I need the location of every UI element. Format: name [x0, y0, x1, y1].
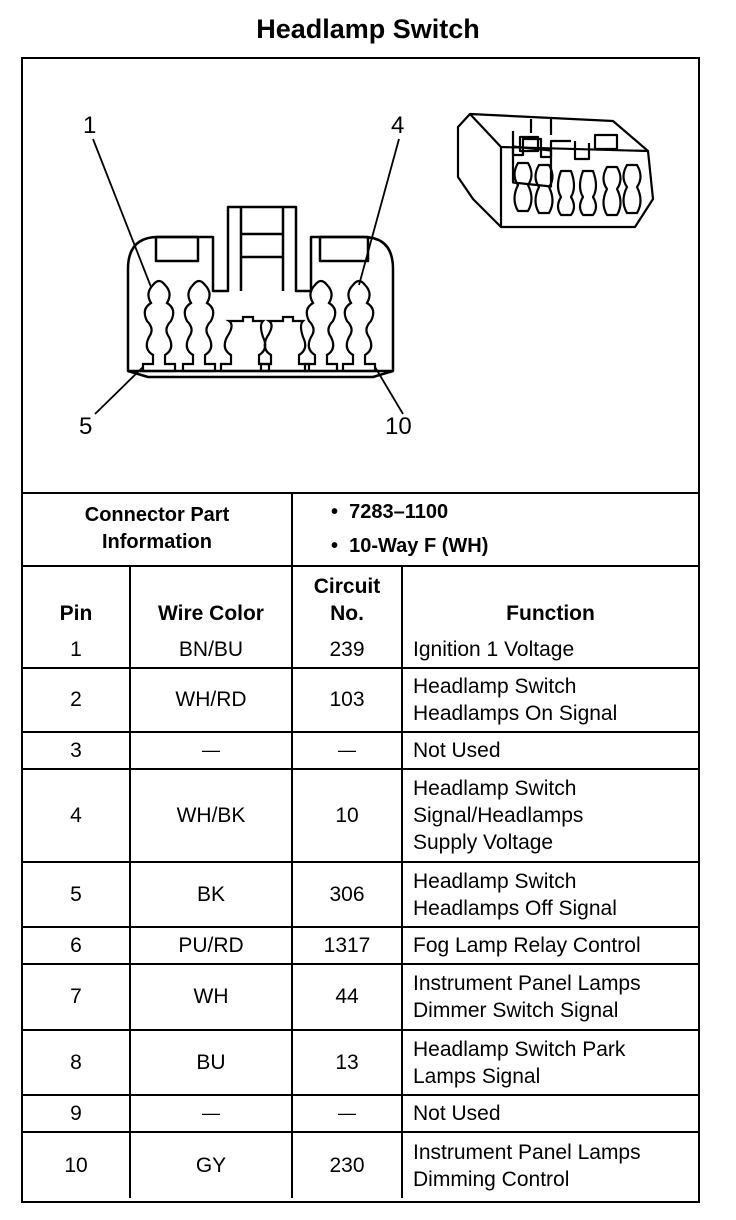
function-cell — [402, 1095, 698, 1132]
table-row — [23, 732, 698, 769]
pin-cell: 5 — [23, 862, 130, 927]
function-cell — [402, 862, 698, 927]
circuit-cell: 1317 — [292, 927, 402, 964]
pin-label-10: 10 — [385, 413, 412, 440]
function-line: Instrument Panel Lamps — [413, 1140, 641, 1164]
function-line: Headlamps Off Signal — [413, 896, 617, 920]
circuit-cell: 230 — [292, 1132, 402, 1198]
table-row — [23, 862, 698, 927]
circuit-cell: — — [292, 732, 402, 769]
function-line: Headlamp Switch — [413, 869, 577, 893]
pin-cell: 1 — [23, 632, 130, 668]
connector-info-values — [292, 492, 698, 566]
function-cell — [402, 769, 698, 862]
header-function: Function — [402, 566, 698, 632]
wire-color-cell: — — [130, 732, 292, 769]
header-circuit-line2: No. — [330, 602, 364, 625]
wire-color-cell: GY — [130, 1132, 292, 1198]
circuit-cell: — — [292, 1095, 402, 1132]
function-line: Ignition 1 Voltage — [413, 638, 575, 661]
pinout-table — [23, 492, 698, 1198]
wire-color-cell: PU/RD — [130, 927, 292, 964]
connector-info-label-line2: Information — [102, 530, 212, 553]
table-row — [23, 632, 698, 668]
function-line: Instrument Panel Lamps — [413, 972, 641, 995]
wire-color-cell: BK — [130, 862, 292, 927]
connector-info-label-line1: Connector Part — [84, 503, 230, 526]
function-line: Headlamp Switch — [413, 777, 577, 800]
circuit-cell: 103 — [292, 668, 402, 732]
page-title: Headlamp Switch — [256, 14, 480, 44]
table-row — [23, 1095, 698, 1132]
pin-cell: 7 — [23, 964, 130, 1030]
circuit-cell: 44 — [292, 964, 402, 1030]
connector-type: • 10-Way F (WH) — [331, 534, 489, 557]
wire-color-cell: BU — [130, 1030, 292, 1095]
pin-cell: 4 — [23, 769, 130, 862]
function-cell — [402, 632, 698, 668]
function-line: Signal/Headlamps — [413, 804, 584, 827]
table-row — [23, 1132, 698, 1198]
pin-cell: 6 — [23, 927, 130, 964]
table-row — [23, 1030, 698, 1095]
circuit-cell: 306 — [292, 862, 402, 927]
function-cell — [402, 732, 698, 769]
wire-color-cell: WH — [130, 964, 292, 1030]
connector-info-label — [23, 492, 292, 566]
wire-color-cell: WH/BK — [130, 769, 292, 862]
circuit-cell: 239 — [292, 632, 402, 668]
connector-face-drawing — [23, 59, 698, 492]
header-circuit-no — [292, 566, 402, 632]
function-line: Not Used — [413, 1102, 501, 1125]
function-line: Dimming Control — [413, 1167, 570, 1191]
connector-part-number: • 7283–1100 — [331, 500, 449, 523]
connector-sheet — [21, 57, 700, 1203]
wire-color-cell: WH/RD — [130, 668, 292, 732]
function-cell — [402, 927, 698, 964]
table-header-row — [23, 566, 698, 632]
pin-label-4: 4 — [391, 112, 405, 139]
function-line: Headlamp Switch — [413, 675, 577, 698]
pin-cell: 2 — [23, 668, 130, 732]
connector-diagram — [23, 59, 698, 494]
function-line: Headlamps On Signal — [413, 702, 618, 725]
function-line: Lamps Signal — [413, 1064, 541, 1088]
function-line: Dimmer Switch Signal — [413, 999, 619, 1022]
function-cell — [402, 668, 698, 732]
connector-part-number-text: 7283–1100 — [349, 500, 449, 523]
table-row — [23, 964, 698, 1030]
connector-info-row — [23, 492, 698, 566]
pin-cell: 9 — [23, 1095, 130, 1132]
function-cell — [402, 1030, 698, 1095]
pin-leader-lines — [93, 139, 403, 414]
circuit-cell: 13 — [292, 1030, 402, 1095]
header-wire-color: Wire Color — [130, 566, 292, 632]
header-pin: Pin — [23, 566, 130, 632]
wire-color-cell: — — [130, 1095, 292, 1132]
pin-label-1: 1 — [83, 112, 97, 139]
function-cell — [402, 964, 698, 1030]
connector-type-text: 10-Way F (WH) — [349, 534, 489, 557]
table-row — [23, 769, 698, 862]
header-circuit-line1: Circuit — [313, 575, 381, 598]
pin-cell: 10 — [23, 1132, 130, 1198]
terminal-cavities — [143, 281, 375, 371]
connector-perspective-drawing — [458, 114, 653, 227]
table-row — [23, 927, 698, 964]
function-line: Fog Lamp Relay Control — [413, 934, 641, 957]
pin-cell: 8 — [23, 1030, 130, 1095]
function-line: Not Used — [413, 739, 501, 762]
pin-cell: 3 — [23, 732, 130, 769]
pin-label-5: 5 — [79, 413, 93, 440]
table-row — [23, 668, 698, 732]
wire-color-cell: BN/BU — [130, 632, 292, 668]
function-line: Headlamp Switch Park — [413, 1037, 626, 1061]
function-cell — [402, 1132, 698, 1198]
function-line: Supply Voltage — [413, 831, 554, 854]
circuit-cell: 10 — [292, 769, 402, 862]
